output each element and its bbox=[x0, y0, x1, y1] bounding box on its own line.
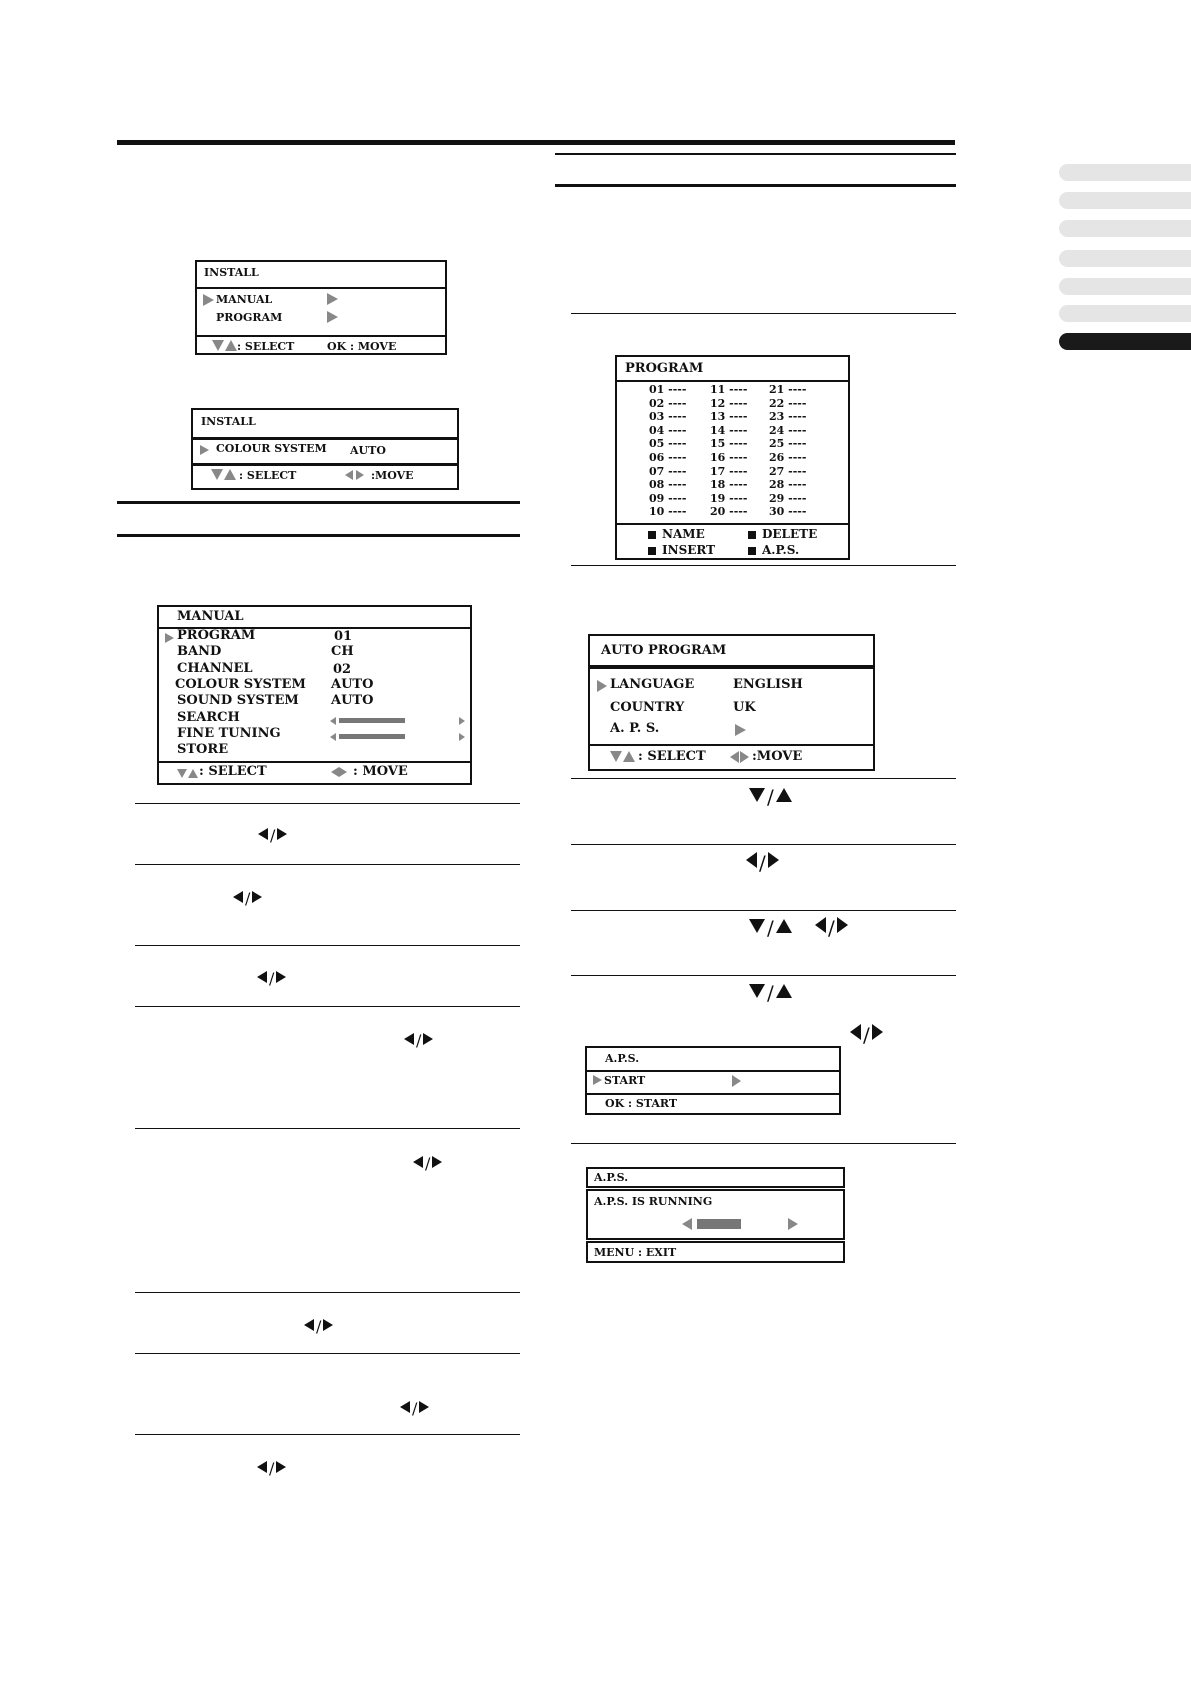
fine-tuning-bar[interactable] bbox=[330, 729, 405, 744]
program-slot[interactable]: 05 ---- bbox=[649, 437, 687, 451]
footer-start[interactable]: OK : START bbox=[605, 1097, 678, 1110]
footer-exit[interactable]: MENU : EXIT bbox=[594, 1246, 677, 1259]
left-arrow-icon bbox=[682, 1218, 692, 1233]
divider bbox=[571, 844, 956, 845]
submenu-arrow-icon[interactable] bbox=[735, 724, 746, 740]
menu-item-value: ENGLISH bbox=[733, 677, 803, 692]
program-slot[interactable]: 30 ---- bbox=[769, 505, 807, 519]
program-slot[interactable]: 01 ---- bbox=[649, 383, 687, 396]
side-tab[interactable] bbox=[1059, 278, 1191, 295]
menu-title: PROGRAM bbox=[625, 361, 704, 376]
menu-item-value: 02 bbox=[333, 662, 352, 677]
section-rule bbox=[117, 534, 520, 537]
program-slot[interactable]: 03 ---- bbox=[649, 410, 687, 424]
left-right-keys-icon: / bbox=[746, 851, 779, 875]
install-menu bbox=[195, 260, 447, 355]
down-up-keys-icon: / bbox=[749, 916, 792, 940]
divider bbox=[135, 1006, 520, 1007]
down-up-icon bbox=[177, 767, 198, 782]
side-tab[interactable] bbox=[1059, 192, 1191, 209]
left-right-keys-icon: / bbox=[404, 1030, 433, 1050]
left-right-keys-icon: / bbox=[850, 1023, 883, 1047]
program-slot[interactable]: 13 ---- bbox=[710, 410, 748, 424]
divider bbox=[571, 910, 956, 911]
aps-progress-fill bbox=[697, 1219, 741, 1229]
menu-title: AUTO PROGRAM bbox=[601, 643, 727, 658]
program-slot[interactable]: 09 ---- bbox=[649, 491, 687, 505]
program-slot[interactable]: 21 ---- bbox=[769, 383, 807, 396]
program-slot[interactable]: 16 ---- bbox=[710, 450, 748, 464]
program-slot[interactable]: 14 ---- bbox=[710, 423, 748, 437]
menu-item[interactable]: PROGRAM bbox=[177, 628, 256, 643]
program-slot[interactable]: 06 ---- bbox=[649, 450, 687, 464]
program-slot[interactable]: 17 ---- bbox=[710, 464, 748, 478]
left-right-icon bbox=[730, 751, 749, 767]
right-arrow-icon bbox=[459, 730, 465, 745]
search-bar[interactable] bbox=[330, 713, 405, 728]
program-menu bbox=[615, 355, 850, 560]
program-column bbox=[769, 383, 806, 519]
manual-menu bbox=[157, 605, 472, 785]
menu-item[interactable]: MANUAL bbox=[216, 293, 273, 306]
menu-item[interactable]: SEARCH bbox=[177, 710, 240, 725]
down-up-icon bbox=[211, 469, 236, 483]
program-slot[interactable]: 24 ---- bbox=[769, 423, 807, 437]
menu-item-value: CH bbox=[331, 644, 354, 659]
section-rule bbox=[555, 153, 956, 155]
install-menu-colour bbox=[191, 408, 459, 490]
menu-title: A.P.S. bbox=[605, 1052, 640, 1065]
right-arrow-icon bbox=[459, 714, 465, 729]
menu-title: INSTALL bbox=[204, 266, 259, 279]
program-slot[interactable]: 19 ---- bbox=[710, 491, 748, 505]
left-right-keys-icon: / bbox=[304, 1316, 333, 1336]
section-rule bbox=[555, 184, 956, 187]
function-name[interactable]: NAME bbox=[648, 527, 705, 541]
selection-arrow-icon bbox=[200, 445, 209, 458]
submenu-arrow-icon[interactable] bbox=[327, 293, 338, 308]
menu-item[interactable]: STORE bbox=[177, 742, 229, 757]
right-arrow-icon bbox=[788, 1218, 798, 1233]
divider bbox=[135, 1434, 520, 1435]
left-right-keys-icon: / bbox=[400, 1398, 429, 1418]
selection-arrow-icon bbox=[203, 294, 214, 309]
down-up-keys-icon: / bbox=[749, 785, 792, 809]
menu-item-value: UK bbox=[733, 700, 756, 715]
divider bbox=[571, 1143, 956, 1144]
left-right-keys-icon: / bbox=[233, 888, 262, 908]
left-right-keys-icon: / bbox=[257, 968, 286, 988]
menu-title: A.P.S. bbox=[594, 1171, 629, 1184]
divider bbox=[571, 975, 956, 976]
program-slot[interactable]: 25 ---- bbox=[769, 437, 807, 451]
side-tab[interactable] bbox=[1059, 220, 1191, 237]
top-rule bbox=[117, 140, 955, 145]
menu-item[interactable]: COLOUR SYSTEM bbox=[175, 677, 306, 692]
program-slot[interactable]: 04 ---- bbox=[649, 423, 687, 437]
footer-move: : MOVE bbox=[353, 764, 408, 779]
selection-arrow-icon bbox=[165, 632, 174, 647]
down-up-icon bbox=[610, 751, 635, 766]
program-slot[interactable]: 18 ---- bbox=[710, 478, 748, 492]
side-tab[interactable] bbox=[1059, 305, 1191, 322]
down-up-icon bbox=[212, 340, 237, 354]
footer-move: OK : MOVE bbox=[327, 340, 397, 353]
menu-item[interactable]: PROGRAM bbox=[216, 311, 283, 324]
aps-start-menu bbox=[585, 1046, 841, 1115]
auto-program-menu bbox=[588, 634, 875, 771]
footer-select: : SELECT bbox=[638, 749, 706, 764]
program-slot[interactable]: 22 ---- bbox=[769, 396, 807, 410]
menu-item-value: 01 bbox=[334, 629, 353, 644]
aps-exit-bar bbox=[586, 1241, 845, 1263]
footer-select: : SELECT bbox=[237, 340, 295, 353]
divider bbox=[135, 864, 520, 865]
menu-item[interactable]: A. P. S. bbox=[610, 721, 660, 736]
divider bbox=[571, 778, 956, 779]
menu-item[interactable]: COUNTRY bbox=[610, 700, 685, 715]
down-up-keys-icon: / bbox=[749, 981, 792, 1005]
divider bbox=[571, 313, 956, 314]
function-aps[interactable]: A.P.S. bbox=[748, 543, 799, 557]
footer-move: :MOVE bbox=[752, 749, 803, 764]
function-delete[interactable]: DELETE bbox=[748, 527, 817, 541]
program-column bbox=[710, 383, 747, 519]
menu-item-value: AUTO bbox=[331, 677, 374, 692]
divider bbox=[135, 1292, 520, 1293]
left-right-keys-icon: / bbox=[413, 1153, 442, 1173]
side-tab[interactable] bbox=[1059, 164, 1191, 181]
aps-title-bar bbox=[586, 1167, 845, 1188]
menu-item[interactable]: BAND bbox=[177, 644, 222, 659]
left-right-icon bbox=[345, 470, 364, 483]
submenu-arrow-icon[interactable] bbox=[327, 311, 338, 326]
program-slot[interactable]: 02 ---- bbox=[649, 396, 687, 410]
menu-item[interactable]: COLOUR SYSTEM bbox=[216, 442, 327, 455]
divider bbox=[135, 945, 520, 946]
divider bbox=[571, 565, 956, 566]
program-slot[interactable]: 29 ---- bbox=[769, 491, 807, 505]
selection-arrow-icon bbox=[593, 1075, 602, 1088]
program-slot[interactable]: 15 ---- bbox=[710, 437, 748, 451]
left-right-keys-icon: / bbox=[815, 916, 848, 940]
divider bbox=[135, 1128, 520, 1129]
left-right-icon bbox=[331, 766, 347, 781]
footer-select: : SELECT bbox=[199, 764, 267, 779]
menu-item[interactable]: FINE TUNING bbox=[177, 726, 281, 741]
program-slot[interactable]: 08 ---- bbox=[649, 478, 687, 492]
divider bbox=[135, 1353, 520, 1354]
side-tab[interactable] bbox=[1059, 250, 1191, 267]
function-insert[interactable]: INSERT bbox=[648, 543, 715, 557]
program-slot[interactable]: 12 ---- bbox=[710, 396, 748, 410]
program-slot[interactable]: 23 ---- bbox=[769, 410, 807, 424]
menu-item-value: AUTO bbox=[350, 444, 386, 457]
left-right-keys-icon: / bbox=[258, 825, 287, 845]
menu-item[interactable]: SOUND SYSTEM bbox=[177, 693, 299, 708]
program-slot[interactable]: 10 ---- bbox=[649, 505, 687, 519]
program-slot[interactable]: 28 ---- bbox=[769, 478, 807, 492]
program-slot[interactable]: 27 ---- bbox=[769, 464, 807, 478]
menu-item-value: AUTO bbox=[331, 693, 374, 708]
aps-status: A.P.S. IS RUNNING bbox=[594, 1195, 713, 1208]
menu-title: INSTALL bbox=[201, 415, 256, 428]
aps-progress-track bbox=[697, 1219, 785, 1229]
program-column bbox=[649, 383, 686, 519]
menu-title: MANUAL bbox=[177, 609, 244, 624]
aps-running-panel bbox=[586, 1189, 845, 1240]
menu-item[interactable]: CHANNEL bbox=[177, 661, 253, 676]
menu-item[interactable]: LANGUAGE bbox=[610, 677, 695, 692]
program-slot[interactable]: 11 ---- bbox=[710, 383, 748, 396]
left-right-keys-icon: / bbox=[257, 1458, 286, 1478]
program-slot[interactable]: 26 ---- bbox=[769, 450, 807, 464]
selection-arrow-icon bbox=[597, 680, 607, 696]
program-slot[interactable]: 07 ---- bbox=[649, 464, 687, 478]
section-rule bbox=[117, 501, 520, 504]
side-tab-active[interactable] bbox=[1059, 333, 1191, 350]
program-slot[interactable]: 20 ---- bbox=[710, 505, 748, 519]
submenu-arrow-icon[interactable] bbox=[732, 1075, 741, 1090]
footer-select: : SELECT bbox=[239, 469, 297, 482]
footer-move: :MOVE bbox=[371, 469, 414, 482]
menu-item[interactable]: START bbox=[604, 1074, 646, 1087]
divider bbox=[135, 803, 520, 804]
